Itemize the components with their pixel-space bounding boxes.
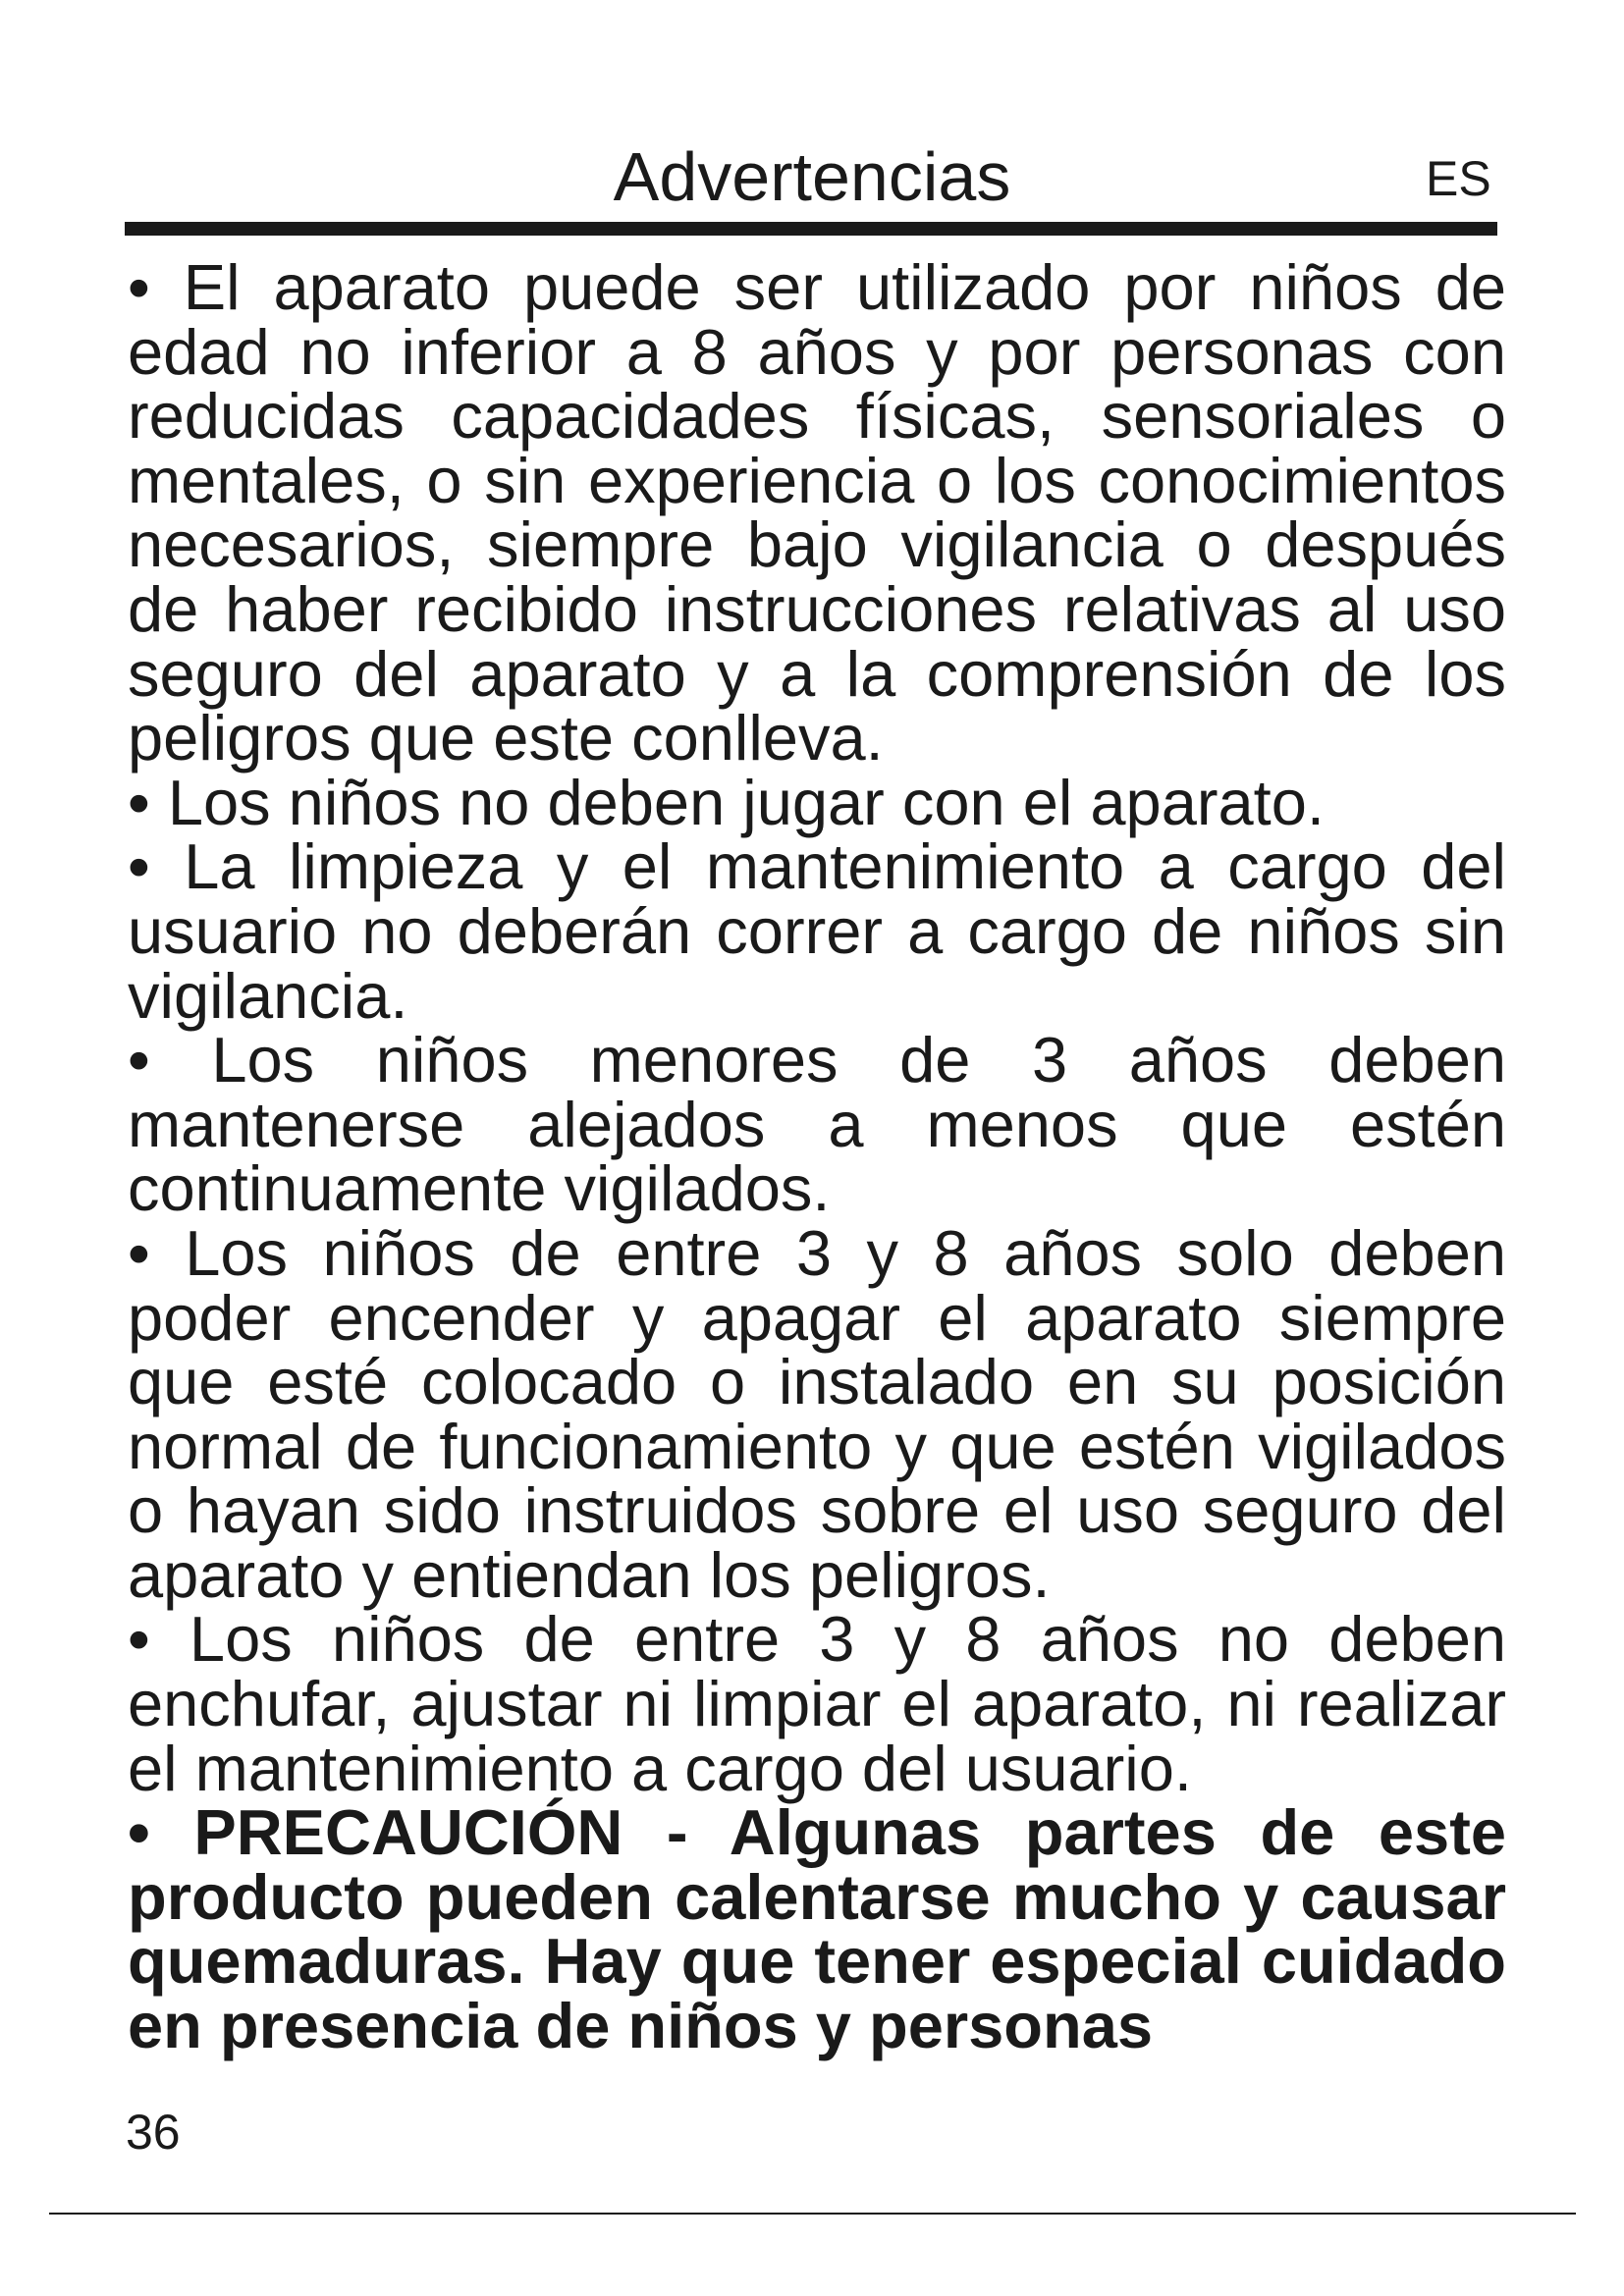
caution-paragraph: • PRECAUCIÓN - Algunas partes de este producto pueden calentarse mucho y causar quemaduras. Hay que tener especial cuidado en presencia de niños y personas [128,1796,1506,2062]
warning-paragraph: • Los niños de entre 3 y 8 años solo deben poder encender y apagar el aparato siempre que esté colocado o instalado en su posición normal de funcionamiento y que estén vigilados o hayan sido instruidos sobre el uso seguro del aparato y entiendan los peligros. [128,1216,1506,1611]
warning-paragraph: • Los niños no deben jugar con el aparato. [128,766,1325,838]
footer-divider [49,2213,1576,2215]
page-title: Advertencias [613,138,1011,215]
page-number: 36 [126,2105,181,2160]
warning-paragraph: • Los niños de entre 3 y 8 años no deben enchufar, ajustar ni limpiar el aparato, ni realizar el mantenimiento a cargo del usuario. [128,1603,1506,1804]
warning-paragraph: • El aparato puede ser utilizado por niños de edad no inferior a 8 años y por personas con reducidas capacidades físicas, sensoriales o mentales, o sin experiencia o los conocimientos necesarios, siempre bajo vigilancia o después de haber recibido instrucciones relativas al uso seguro del aparato y a la comprensión de los peligros que este conlleva. [128,251,1506,774]
language-code: ES [1426,151,1491,206]
header-divider [125,222,1497,236]
warnings-body [128,251,1506,2062]
warning-paragraph: • Los niños menores de 3 años deben mantenerse alejados a menos que estén continuamente vigilados. [128,1024,1506,1225]
warning-paragraph: • La limpieza y el mantenimiento a cargo del usuario no deberán correr a cargo de niños sin vigilancia. [128,830,1506,1032]
